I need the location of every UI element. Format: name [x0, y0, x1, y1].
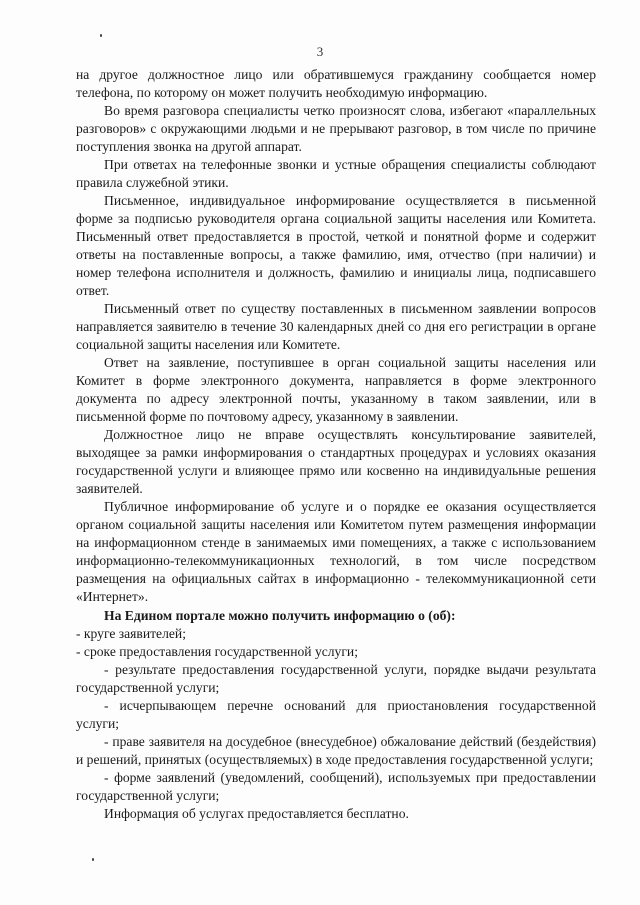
closing-statement: Информация об услугах предоставляется бесплатно. [104, 806, 409, 821]
document-body [76, 66, 596, 823]
scan-speck [92, 858, 94, 861]
paragraph-public-info: Публичное информирование об услуге и о порядке ее оказания осуществляется органом социальной защиты населения или Комитетом путем размещения информации на информационном стенде в занимаемых ими помещениях, а также с использованием информационно-телекоммуникационных технологий, в том числе посредством размещения на официальных сайтах в информационно - телекоммуникационной сети «Интернет». [76, 499, 596, 604]
scan-speck [100, 34, 102, 37]
paragraph-ethics: При ответах на телефонные звонки и устные обращения специалисты соблюдают правила служебной этики. [76, 157, 596, 190]
portal-list-item: - форме заявлений (уведомлений, сообщений), используемых при предоставлении государственной услуги; [76, 770, 596, 803]
paragraph-written-answer-deadline: Письменный ответ по существу поставленных в письменном заявлении вопросов направляется заявителю в течение 30 календарных дней со дня его регистрации в органе социальной защиты населения или Комитете. [76, 301, 596, 352]
portal-list-item: - праве заявителя на досудебное (внесудебное) обжалование действий (бездействия) и решений, принятых (осуществляемых) в ходе предоставления государственной услуги; [76, 734, 596, 767]
paragraph-continuation: на другое должностное лицо или обратившемуся гражданину сообщается номер телефона, по которому он может получить необходимую информацию. [76, 67, 596, 100]
portal-list-item: - круге заявителей; [76, 626, 186, 641]
paragraph-electronic-answer: Ответ на заявление, поступившее в орган социальной защиты населения или Комитет в форме электронного документа, направляется в форме электронного документа по адресу электронной почты, указанному в таком заявлении, или в письменной форме по почтовому адресу, указанному в заявлении. [76, 355, 596, 424]
paragraph-phone-conduct: Во время разговора специалисты четко произносят слова, избегают «параллельных разговоров» с окружающими людьми и не прерывают разговор, в том числе по причине поступления звонка на другой аппарат. [76, 103, 596, 154]
paragraph-written-info: Письменное, индивидуальное информирование осуществляется в письменной форме за подписью руководителя органа социальной защиты населения или Комитета. Письменный ответ предоставляется в простой, четкой и понятной форме и содержит ответы на поставленные вопросы, а также фамилию, имя, отчество (при наличии) и номер телефона исполнителя и должность, фамилию и инициалы лица, подписавшего ответ. [76, 193, 596, 298]
portal-list-item: - результате предоставления государственной услуги, порядке выдачи результата государственной услуги; [76, 662, 596, 695]
portal-list-item: - исчерпывающем перечне оснований для приостановления государственной услуги; [76, 698, 596, 731]
portal-heading: На Едином портале можно получить информацию о (об): [104, 608, 456, 623]
paragraph-consultation-limits: Должностное лицо не вправе осуществлять консультирование заявителей, выходящее за рамки информирования о стандартных процедурах и условиях оказания государственной услуги и влияющее прямо или косвенно на индивидуальные решения заявителей. [76, 427, 596, 496]
page-number: 3 [316, 44, 324, 59]
portal-list-item: - сроке предоставления государственной услуги; [76, 644, 358, 659]
